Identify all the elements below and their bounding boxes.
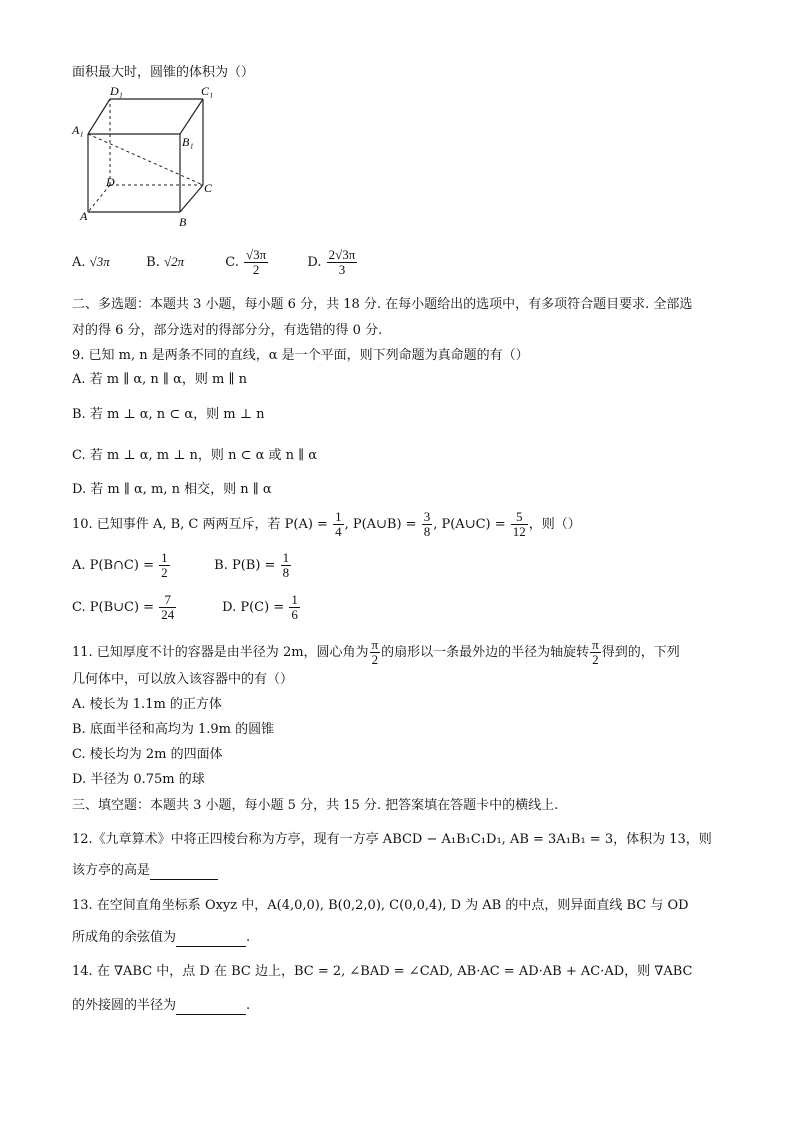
q11-f1-den: 2 bbox=[371, 652, 379, 667]
q8-d-fraction bbox=[327, 248, 358, 277]
label-C: C bbox=[204, 181, 213, 195]
q14-answer-blank[interactable] bbox=[176, 1000, 246, 1015]
q10-suffix: ，则（） bbox=[528, 517, 581, 532]
q10-pa-fraction bbox=[333, 510, 344, 539]
label-B: B bbox=[179, 215, 187, 229]
q8-b-value: √2π bbox=[163, 254, 185, 269]
q11-line2: 几何体中，可以放入该容器中的有（） bbox=[72, 672, 294, 687]
q8-option-c bbox=[225, 248, 303, 277]
q10-options-cd bbox=[72, 593, 301, 622]
q13-line2-text: 所成角的余弦值为 bbox=[72, 930, 177, 945]
q11-stem bbox=[72, 638, 680, 667]
q9-option-a: A. 若 m ∥ α, n ∥ α，则 m ∥ n bbox=[72, 372, 247, 387]
q11-option-d: D. 半径为 0.75m 的球 bbox=[72, 772, 205, 787]
label-D: D bbox=[106, 175, 115, 189]
q10-c-den: 24 bbox=[161, 607, 175, 622]
cube-figure bbox=[70, 82, 230, 232]
q12-line2 bbox=[72, 862, 218, 880]
q8-options bbox=[72, 248, 358, 277]
q10-pab-fraction bbox=[422, 510, 433, 539]
q13-period: . bbox=[246, 930, 251, 945]
q10-pab-num: 3 bbox=[423, 509, 431, 524]
q9-option-c: C. 若 m ⊥ α, m ⊥ n，则 n ⊂ α 或 n ∥ α bbox=[72, 448, 318, 463]
label-C1: C₁ bbox=[201, 84, 214, 98]
section2-line1: 二、多选题：本题共 3 小题，每小题 6 分，共 18 分. 在每小题给出的选项中，有多项符合题目要求. 全部选 bbox=[72, 297, 693, 312]
q14-line1: 14. 在 ∇ABC 中，点 D 在 BC 边上，BC = 2, ∠BAD = ∠CAD, AB·AC = AD·AB + AC·AD，则 ∇ABC bbox=[72, 964, 693, 979]
section3-heading: 三、填空题：本题共 3 小题，每小题 5 分，共 15 分. 把答案填在答题卡中的横线上. bbox=[72, 798, 559, 813]
q10-stem bbox=[72, 510, 581, 539]
q12-line2-text: 该方亭的高是 bbox=[72, 863, 151, 878]
q10-b-num: 1 bbox=[282, 550, 290, 565]
q11-option-b: B. 底面半径和高均为 1.9m 的圆锥 bbox=[72, 722, 275, 737]
q10-a-num: 1 bbox=[161, 550, 168, 565]
q10-b-pre: B. P(B) = bbox=[214, 558, 280, 573]
q10-pac-num: 5 bbox=[511, 510, 528, 525]
q11-part1: 11. 已知厚度不计的容器是由半径为 2m，圆心角为 bbox=[72, 645, 369, 660]
q10-b-den: 8 bbox=[282, 565, 290, 580]
q13-line2 bbox=[72, 929, 250, 947]
q10-option-a bbox=[72, 551, 210, 580]
q10-pa-num: 1 bbox=[335, 509, 342, 524]
q10-a-pre: A. P(B∩C) = bbox=[72, 558, 159, 573]
q12-answer-blank[interactable] bbox=[150, 865, 218, 880]
q11-option-a: A. 棱长为 1.1m 的正方体 bbox=[72, 697, 222, 712]
q10-mid2: , P(A∪C) = bbox=[433, 517, 510, 532]
label-A1: A₁ bbox=[72, 123, 84, 137]
q14-line2-text: 的外接圆的半径为 bbox=[72, 998, 177, 1013]
q10-options-ab bbox=[72, 551, 292, 580]
q11-f1-num: π bbox=[371, 637, 379, 652]
q10-a-den: 2 bbox=[161, 565, 168, 580]
q14-line2 bbox=[72, 997, 250, 1015]
q10-pab-den: 8 bbox=[423, 524, 431, 539]
q12-line1: 12.《九章算术》中将正四棱台称为方亭，现有一方亭 ABCD − A₁B₁C₁D₁, AB = 3A₁B₁ = 3，体积为 13，则 bbox=[72, 832, 712, 847]
q10-c-pre: C. P(B∪C) = bbox=[72, 600, 159, 615]
q9-option-b: B. 若 m ⊥ α, n ⊂ α，则 m ⊥ n bbox=[72, 407, 265, 422]
q8-c-label: C. bbox=[225, 255, 239, 270]
label-D1: D₁ bbox=[110, 84, 123, 98]
label-A: A bbox=[80, 209, 88, 223]
q10-pac-fraction bbox=[511, 510, 528, 539]
q11-part3: 得到的，下列 bbox=[601, 645, 680, 660]
q8-option-a bbox=[72, 253, 142, 272]
section2-line2: 对的得 6 分，部分选对的得部分分，有选错的得 0 分. bbox=[72, 323, 383, 338]
q11-part2: 的扇形以一条最外边的半径为轴旋转 bbox=[381, 645, 590, 660]
label-B1: B₁ bbox=[182, 135, 194, 149]
q8-d-label: D. bbox=[307, 255, 322, 270]
q11-angle-fraction bbox=[370, 638, 381, 667]
q10-prefix: 10. 已知事件 A, B, C 两两互斥，若 P(A) = bbox=[72, 517, 333, 532]
q10-c-num: 7 bbox=[159, 593, 176, 608]
q8-a-label: A. bbox=[72, 255, 86, 270]
q10-pa-den: 4 bbox=[335, 524, 342, 539]
q11-option-c: C. 棱长均为 2m 的四面体 bbox=[72, 747, 223, 762]
q14-period: . bbox=[246, 998, 251, 1013]
q11-rotation-fraction bbox=[590, 638, 601, 667]
q8-option-b bbox=[146, 253, 221, 272]
q10-d-pre: D. P(C) = bbox=[222, 600, 289, 615]
q10-d-num: 1 bbox=[291, 592, 298, 607]
q10-option-c bbox=[72, 593, 218, 622]
q8-b-label: B. bbox=[146, 255, 160, 270]
q10-option-b bbox=[214, 551, 292, 580]
q8-c-fraction bbox=[244, 248, 268, 277]
q8-c-num: √3π bbox=[246, 247, 267, 262]
q10-d-den: 6 bbox=[291, 607, 298, 622]
q11-f2-num: π bbox=[592, 637, 599, 652]
q8-d-num: 2√3π bbox=[328, 247, 356, 262]
q10-d-fraction bbox=[289, 593, 300, 622]
q8-a-value: √3π bbox=[89, 254, 110, 269]
q8-c-den: 2 bbox=[252, 262, 260, 277]
q9-stem: 9. 已知 m, n 是两条不同的直线，α 是一个平面，则下列命题为真命题的有（） bbox=[72, 348, 529, 363]
q13-answer-blank[interactable] bbox=[176, 932, 246, 947]
q8-d-den: 3 bbox=[338, 262, 346, 277]
q8-option-d bbox=[307, 248, 358, 277]
q10-option-d bbox=[222, 593, 301, 622]
q9-option-d: D. 若 m ∥ α, m, n 相交，则 n ∥ α bbox=[72, 482, 272, 497]
q10-c-fraction bbox=[159, 593, 176, 622]
q10-pac-den: 12 bbox=[512, 524, 526, 539]
q10-b-fraction bbox=[281, 551, 292, 580]
q10-a-fraction bbox=[159, 551, 170, 580]
intro-line: 面积最大时，圆锥的体积为（） bbox=[72, 65, 255, 80]
q10-mid1: , P(A∪B) = bbox=[344, 517, 421, 532]
q11-f2-den: 2 bbox=[592, 652, 599, 667]
q13-line1: 13. 在空间直角坐标系 Oxyz 中，A(4,0,0), B(0,2,0), C(0,0,4), D 为 AB 的中点，则异面直线 BC 与 OD bbox=[72, 898, 689, 913]
